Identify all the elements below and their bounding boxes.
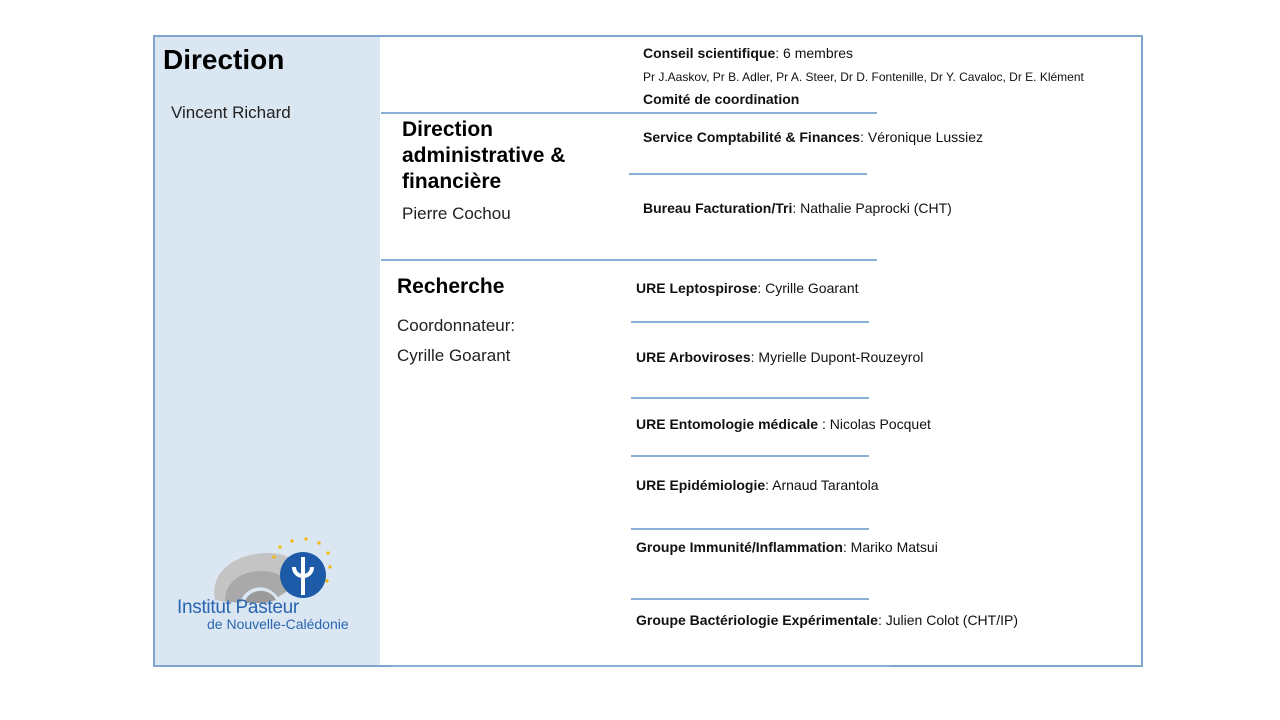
recherche-item-label: URE Epidémiologie xyxy=(636,477,766,493)
divider-recherche xyxy=(631,321,869,323)
daf-title-line: financière xyxy=(402,170,502,193)
divider-top xyxy=(381,112,877,114)
daf-item xyxy=(643,129,983,145)
divider-recherche xyxy=(631,528,869,530)
recherche-item xyxy=(636,416,931,432)
logo-text-line1: Institut Pasteur xyxy=(177,597,299,618)
recherche-item xyxy=(636,477,879,493)
recherche-item-value: : Cyrille Goarant xyxy=(757,280,859,296)
conseil-members: Pr J.Aaskov, Pr B. Adler, Pr A. Steer, Dr D. Fontenille, Dr Y. Cavaloc, Dr E. Klément xyxy=(643,70,1084,84)
conseil-scientifique xyxy=(643,45,853,61)
conseil-label: Conseil scientifique xyxy=(643,45,776,61)
daf-item-label: Bureau Facturation/Tri xyxy=(643,200,793,216)
recherche-item-value: : Mariko Matsui xyxy=(842,539,938,555)
daf-item xyxy=(643,200,952,216)
divider-recherche xyxy=(631,455,869,457)
daf-title-line: Direction xyxy=(402,118,494,141)
direction-name: Vincent Richard xyxy=(171,103,291,122)
recherche-item-value: : Nicolas Pocquet xyxy=(821,416,931,432)
recherche-item-label: Groupe Immunité/Inflammation xyxy=(636,539,843,555)
recherche-item xyxy=(636,612,1018,628)
recherche-item-value: : Myrielle Dupont-Rouzeyrol xyxy=(750,349,924,365)
recherche-item xyxy=(636,539,938,555)
daf-item-value: : Nathalie Paprocki (CHT) xyxy=(792,200,952,216)
conseil-value: : 6 membres xyxy=(775,45,854,61)
recherche-item-value: : Arnaud Tarantola xyxy=(765,477,879,493)
recherche-item-label: Groupe Bactériologie Expérimentale xyxy=(636,612,878,628)
divider-middle xyxy=(381,259,877,261)
divider-recherche xyxy=(631,397,869,399)
daf-title-line: administrative & xyxy=(402,144,566,167)
recherche-item xyxy=(636,349,923,365)
direction-title: Direction xyxy=(163,44,285,75)
daf-title xyxy=(402,117,565,195)
recherche-coord-label: Coordonnateur: xyxy=(397,316,516,335)
comite-coordination xyxy=(643,91,799,107)
daf-item-label: Service Comptabilité & Finances xyxy=(643,129,861,145)
recherche-item-label: URE Entomologie médicale xyxy=(636,416,822,432)
recherche-item-value: : Julien Colot (CHT/IP) xyxy=(877,612,1019,628)
divider-recherche xyxy=(631,598,869,600)
daf-name: Pierre Cochou xyxy=(402,204,511,223)
logo-text-line2: de Nouvelle-Calédonie xyxy=(207,616,349,632)
recherche-item-label: URE Leptospirose xyxy=(636,280,758,296)
comite-label: Comité de coordination xyxy=(643,91,800,107)
recherche-coord-name: Cyrille Goarant xyxy=(397,346,511,365)
divider-daf xyxy=(629,173,867,175)
daf-item-value: : Véronique Lussiez xyxy=(860,129,984,145)
recherche-item-label: URE Arboviroses xyxy=(636,349,751,365)
recherche-item xyxy=(636,280,859,296)
divider-bottom xyxy=(393,665,890,667)
recherche-title: Recherche xyxy=(397,275,505,298)
